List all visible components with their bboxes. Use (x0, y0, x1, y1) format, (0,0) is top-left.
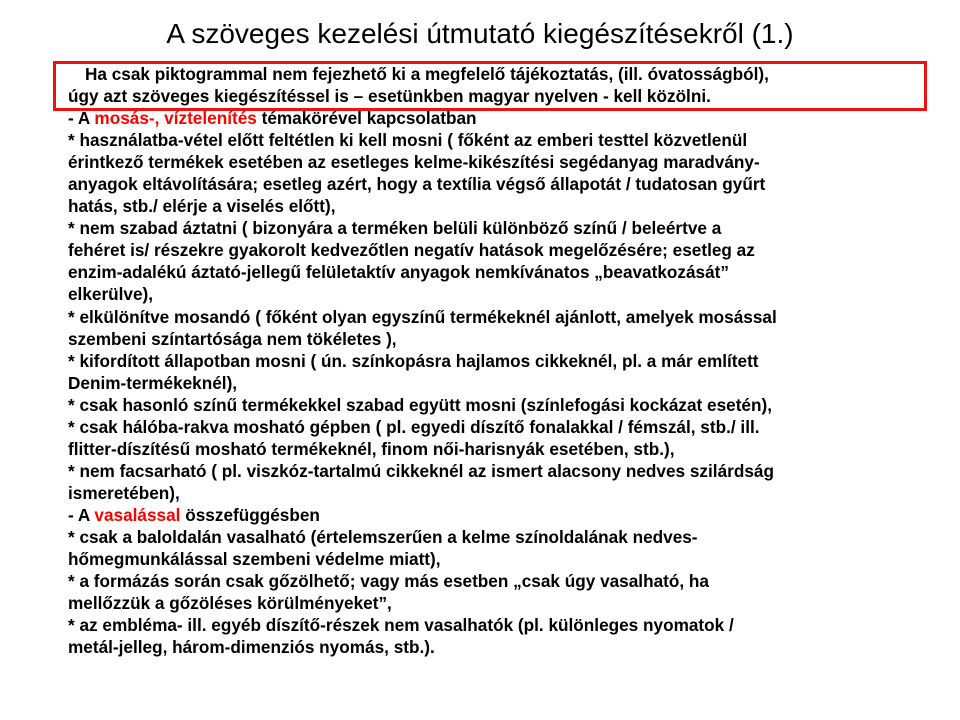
ironing-line: * a formázás során csak gőzölhető; vagy más esetben „csak úgy vasalható, ha (68, 571, 709, 592)
washing-line: * kifordított állapotban mosni ( ún. színkopásra hajlamos cikkeknél, pl. a már említett (68, 350, 759, 371)
washing-line: * csak hálóba-rakva mosható gépben ( pl. egyedi díszítő fonalakkal / fémszál, stb./ ill. (68, 416, 760, 437)
ironing-line: hőmegmunkálással szembeni védelme miatt), (68, 549, 441, 570)
washing-line: anyagok eltávolítására; esetleg azért, hogy a textília végső állapotát / tudatosan gyűrt (68, 174, 766, 195)
slide-title: A szöveges kezelési útmutató kiegészítésekről (1.) (166, 18, 794, 49)
washing-line: * csak hasonló színű termékekkel szabad együtt mosni (színlefogási kockázat esetén), (68, 394, 772, 415)
washing-line: flitter-díszítésű mosható termékeknél, finom női-harisnyák esetében, stb.), (68, 438, 675, 459)
content-body (68, 63, 948, 658)
washing-line: * nem szabad áztatni ( bizonyára a terméken belüli különböző színű / beleértve a (68, 218, 722, 239)
washing-line: fehéret is/ részekre gyakorolt kedvezőtlen negatív hatások megelőzésére; esetleg az (68, 240, 755, 261)
washing-line: * nem facsarható ( pl. viszkóz-tartalmú cikkeknél az ismert alacsony nedves szilárdság (68, 460, 774, 481)
washing-line: érintkező termékek esetében az esetleges kelme-kikészítési segédanyag maradvány- (68, 152, 760, 173)
washing-line: * használatba-vétel előtt feltétlen ki kell mosni ( főként az emberi testtel közvetlenül (68, 130, 748, 151)
ironing-heading-prefix: - A (68, 504, 95, 525)
intro-line: úgy azt szöveges kiegészítéssel is – esetünkben magyar nyelven - kell közölni. (68, 86, 711, 107)
ironing-line: metál-jelleg, három-dimenziós nyomás, stb.). (68, 637, 435, 658)
washing-line: hatás, stb./ elérje a viselés előtt), (68, 196, 336, 217)
washing-heading-suffix: témakörével kapcsolatban (256, 108, 477, 129)
ironing-heading-highlight: vasalással (94, 504, 181, 525)
washing-heading-highlight: mosás-, víztelenítés (94, 108, 257, 129)
washing-heading (68, 107, 948, 129)
washing-line: * elkülönítve mosandó ( főként olyan egyszínű termékeknél ajánlott, amelyek mosással (68, 306, 777, 327)
washing-line: szembeni színtartósága nem tökéletes ), (68, 328, 397, 349)
ironing-heading (68, 504, 948, 526)
ironing-line: mellőzzük a gőzöléses körülményeket”, (68, 593, 392, 614)
ironing-line: * csak a baloldalán vasalható (értelemszerűen a kelme színoldalának nedves- (68, 526, 698, 547)
washing-line: ismeretében), (68, 482, 180, 503)
ironing-heading-suffix: összefüggésben (180, 504, 320, 525)
intro-line: Ha csak piktogrammal nem fejezhető ki a megfelelő tájékoztatás, (ill. óvatosságból), (85, 64, 769, 84)
washing-heading-prefix: - A (68, 108, 95, 129)
washing-line: Denim-termékeknél), (68, 372, 238, 393)
washing-line: enzim-adalékú áztató-jellegű felületaktív anyagok nemkívánatos „beavatkozását” (68, 262, 729, 283)
ironing-line: * az embléma- ill. egyéb díszítő-részek nem vasalhatók (pl. különleges nyomatok / (68, 615, 734, 636)
washing-line: elkerülve), (68, 284, 154, 305)
